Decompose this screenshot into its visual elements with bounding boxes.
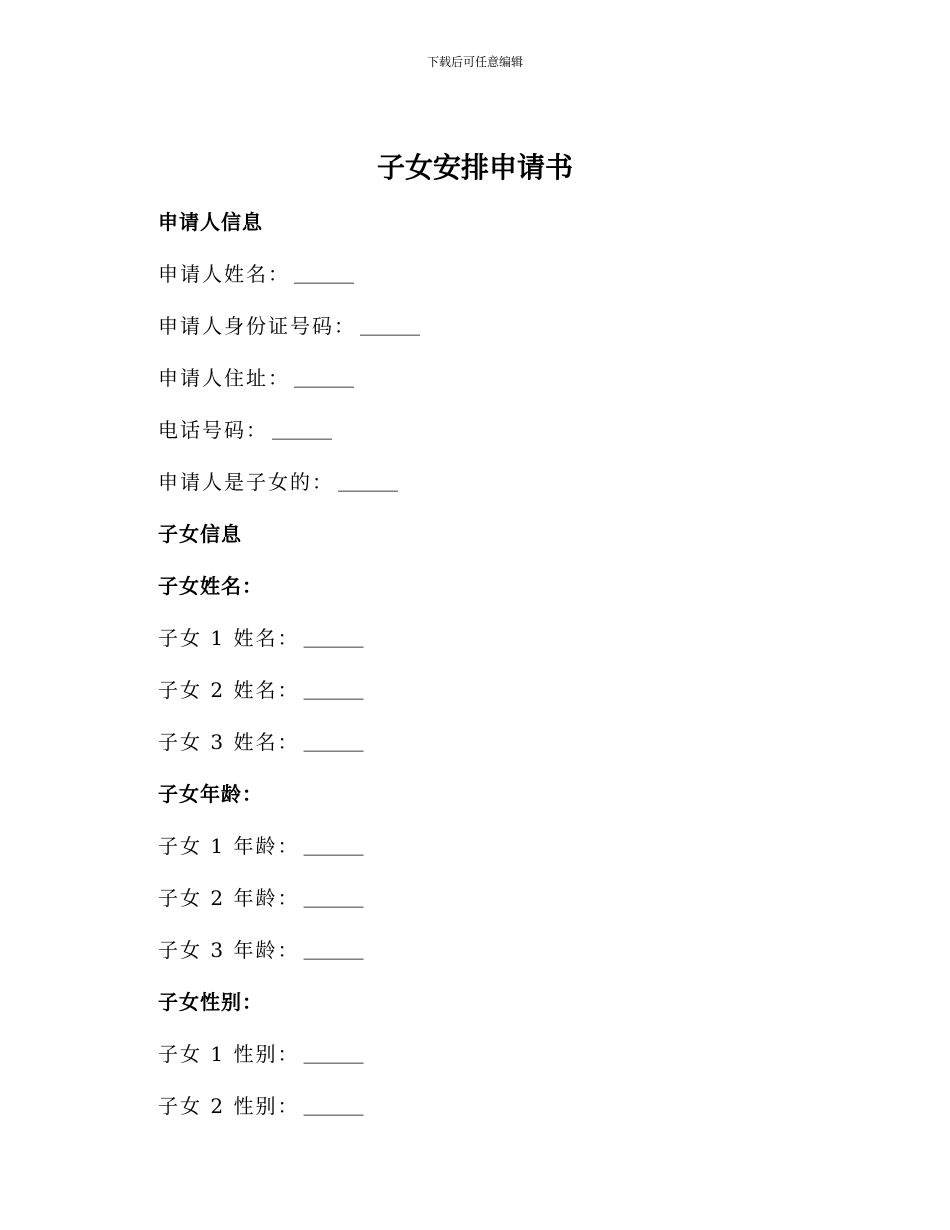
section-heading-children-info xyxy=(158,506,798,558)
fill-in-blank: ______ xyxy=(303,832,364,856)
line-label: 子女姓名： xyxy=(158,573,263,598)
line-label: 子女年龄： xyxy=(158,781,263,806)
field-phone-number xyxy=(158,402,798,454)
field-applicant-address xyxy=(158,350,798,402)
field-child-1-name xyxy=(158,610,798,662)
header-note: 下载后可任意编辑 xyxy=(426,55,523,69)
line-label: 申请人姓名： xyxy=(158,261,290,286)
fill-in-blank: ______ xyxy=(303,936,364,960)
line-label: 子女 2 性别： xyxy=(158,1093,300,1118)
field-child-1-gender xyxy=(158,1026,798,1078)
field-applicant-name xyxy=(158,246,798,298)
subheading-children-gender xyxy=(158,974,798,1026)
line-label: 申请人身份证号码： xyxy=(158,313,356,338)
fill-in-blank: ______ xyxy=(303,676,364,700)
line-label: 子女 3 年龄： xyxy=(158,937,300,962)
field-applicant-relation xyxy=(158,454,798,506)
document-body xyxy=(158,194,798,1130)
field-child-2-age xyxy=(158,870,798,922)
line-label: 申请人住址： xyxy=(158,365,290,390)
fill-in-blank: ______ xyxy=(338,468,398,492)
fill-in-blank: ______ xyxy=(303,624,364,648)
line-label: 子女 1 性别： xyxy=(158,1041,300,1066)
field-child-2-gender xyxy=(158,1078,798,1130)
subheading-children-names xyxy=(158,558,798,610)
line-label: 子女信息 xyxy=(158,521,242,546)
fill-in-blank: ______ xyxy=(303,728,364,752)
line-label: 子女性别： xyxy=(158,989,263,1014)
field-child-3-name xyxy=(158,714,798,766)
fill-in-blank: ______ xyxy=(360,312,420,336)
fill-in-blank: ______ xyxy=(272,416,332,440)
section-heading-applicant-info xyxy=(158,194,798,246)
subheading-children-ages xyxy=(158,766,798,818)
line-label: 子女 1 姓名： xyxy=(158,625,300,650)
fill-in-blank: ______ xyxy=(294,260,354,284)
line-label: 子女 3 姓名： xyxy=(158,729,300,754)
line-label: 电话号码： xyxy=(158,417,268,442)
field-child-1-age xyxy=(158,818,798,870)
field-applicant-id-number xyxy=(158,298,798,350)
document-title: 子女安排申请书 xyxy=(376,151,573,184)
fill-in-blank: ______ xyxy=(303,884,364,908)
fill-in-blank: ______ xyxy=(294,364,354,388)
field-child-2-name xyxy=(158,662,798,714)
fill-in-blank: ______ xyxy=(303,1092,364,1116)
line-label: 子女 2 姓名： xyxy=(158,677,300,702)
fill-in-blank: ______ xyxy=(303,1040,364,1064)
line-label: 申请人是子女的： xyxy=(158,469,334,494)
line-label: 子女 2 年龄： xyxy=(158,885,300,910)
line-label: 子女 1 年龄： xyxy=(158,833,300,858)
field-child-3-age xyxy=(158,922,798,974)
line-label: 申请人信息 xyxy=(158,209,263,234)
